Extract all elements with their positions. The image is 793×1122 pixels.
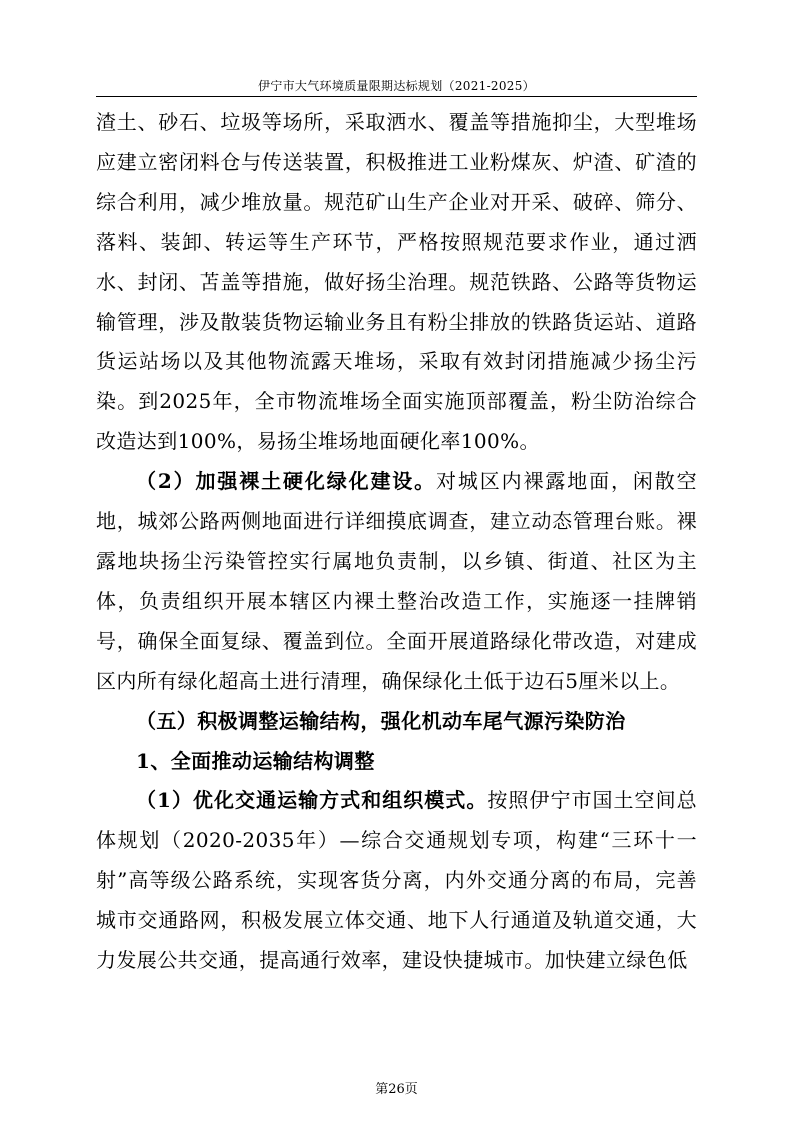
paragraph-bare-soil-body: 对城区内裸露地面，闲散空地，城郊公路两侧地面进行详细摸底调查，建立动态管理台账。裸露地块扬尘污染管控实行属地负责制，以乡镇、街道、社区为主体，负责组织开展本辖区内裸土整治改造工作，实施逐一挂牌销号，确保全面复绿、覆盖到位。全面开展道路绿化带改造，对建成区内所有绿化超高土进行清理，确保绿化土低于边石5厘米以上。	[96, 469, 697, 693]
running-header-title: 伊宁市大气环境质量限期达标规划（2021-2025）	[258, 79, 535, 93]
paragraph-transport-mode-body: 按照伊宁市国土空间总体规划（2020-2035年）—综合交通规划专项，构建“三环十一射”高等级公路系统，实现客货分离，内外交通分离的布局，完善城市交通路网，积极发展立体交通、地下人行通道及轨道交通，大力发展公共交通，提高通行效率，建设快捷城市。加快建立绿色低	[96, 788, 698, 973]
paragraph-bare-soil	[96, 462, 697, 701]
document-body	[96, 103, 697, 981]
paragraph-dust-control: 渣土、砂石、垃圾等场所，采取洒水、覆盖等措施抑尘，大型堆场应建立密闭料仓与传送装置，积极推进工业粉煤灰、炉渣、矿渣的综合利用，减少堆放量。规范矿山生产企业对开采、破碎、筛分、落料、装卸、转运等生产环节，严格按照规范要求作业，通过洒水、封闭、苫盖等措施，做好扬尘治理。规范铁路、公路等货物运输管理，涉及散装货物运输业务且有粉尘排放的铁路货运站、道路货运站场以及其他物流露天堆场，采取有效封闭措施减少扬尘污染。到2025年，全市物流堆场全面实施顶部覆盖，粉尘防治综合改造达到100%，易扬尘堆场地面硬化率100%。	[96, 110, 697, 454]
section-heading-transport: （五）积极调整运输结构，强化机动车尾气源污染防治	[136, 708, 626, 733]
subsection-heading-transport-structure: 1、全面推动运输结构调整	[136, 748, 375, 773]
paragraph-transport-mode-title: （1）优化交通运输方式和组织模式。	[136, 788, 488, 813]
paragraph-transport-mode	[96, 781, 697, 981]
paragraph-bare-soil-title: （2）加强裸土硬化绿化建设。	[136, 469, 437, 494]
page-number: 第26页	[375, 1082, 418, 1097]
header-rule	[96, 96, 697, 97]
